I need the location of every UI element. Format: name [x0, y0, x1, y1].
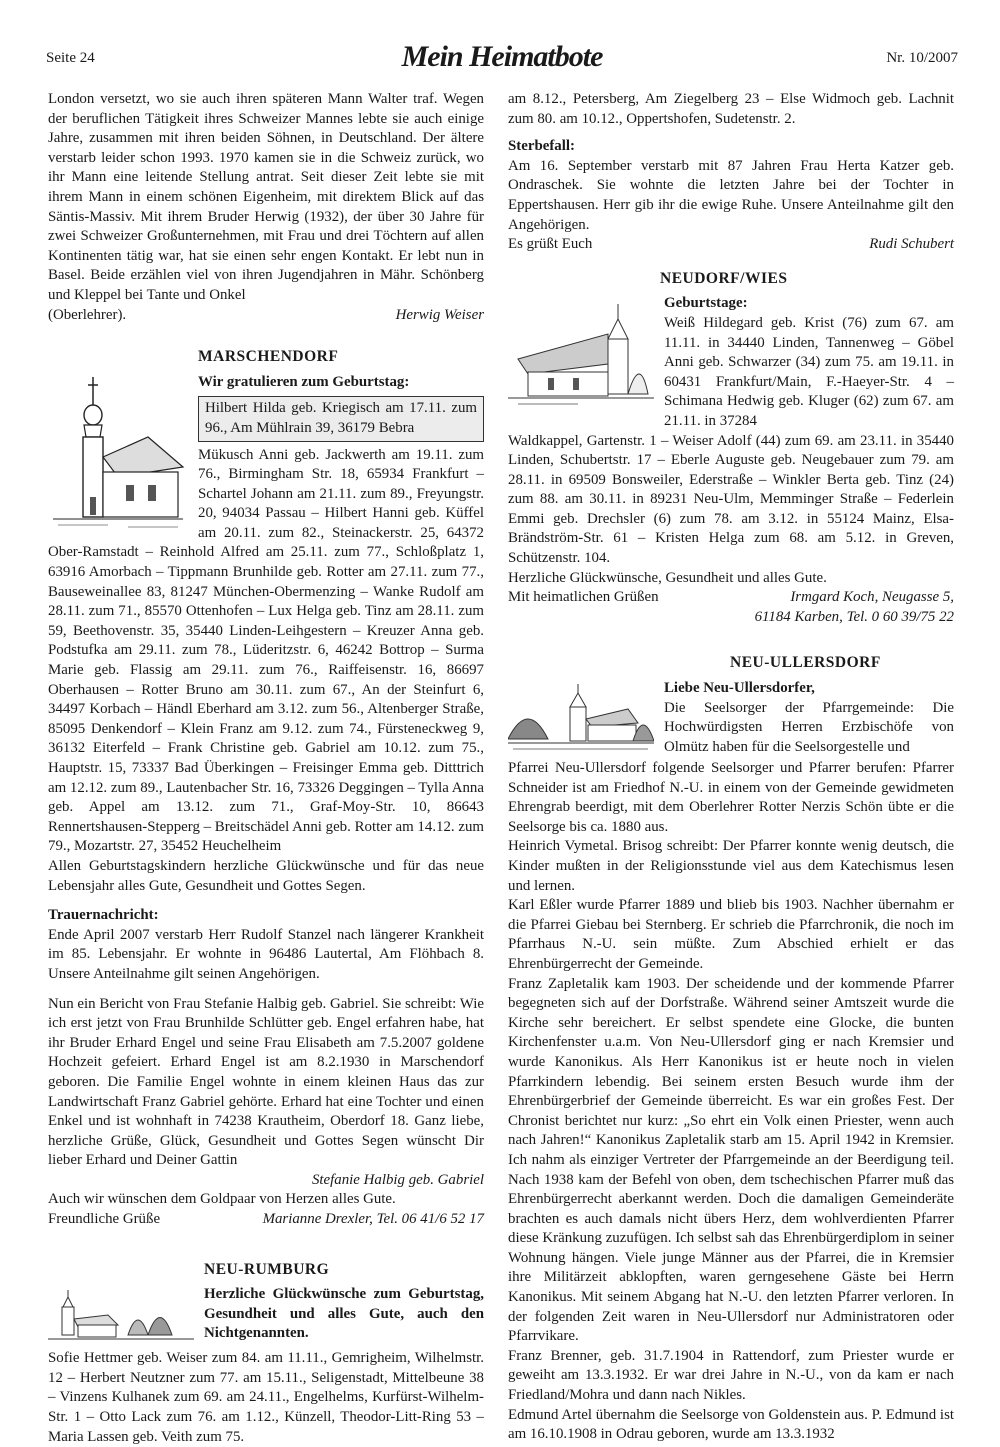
marschendorf-birthdays: Mükusch Anni geb. Jackwerth am 19.11. zum 76., Birmingham Str. 18, 65934 Frankfurt – Schartel Johann am 21.11. zum 89., Freyungstr. 20, 94034 Passau – Hilbert Hanni geb. Küffel am 20.11. zum 82., Steinackerstr. 25, 64372 Ober-Ramstadt – Reinhold Alfred am 25.11. zum 77., Schloßplatz 1, 63916 Amorbach – Tippmann Brunhilde geb. Rotter am 27.11. zum 77., Bauseweinallee 83, 81247 München-Obermenzing – Wanke Rudolf am 28.11. zum 71., 85570 Ottenhofen – Lux Helga geb. Tinz am 28.11. zum 59, Beethovenstr. 35, 35440 Linden-Leihgestern – Kreuzer Anna geb. Podstufka am 29.11. zum 78., Lüderitzstr. 6, 46242 Bottrop – Surma Marie geb. Flassig am 29.11. zum 76., Raiffeisenstr. 16, 86697 Oberhausen – Rotter Bruno am 30.11. zum 67., An der Steinfurt 6, 34497 Korbach – Händl Eberhard am 3.12. zum 56., Altenberger Straße, 85095 Denkendorf – Klein Franz am 9.12. zum 74., Fürsteneckweg 9, 36132 Eiterfeld – Frank Christine geb. Gabriel am 10.12. zum 75., Hauptstr. 15, 73337 Bad Überkingen – Freisinger Emma geb. Ditttrich am 12.12. zum 89., Lautenbacher Str. 16, 73326 Deggingen – Tylla Anna geb. Appel am 13.12. zum 71., Graf-Moy-Str. 10, 86643 Rennertshausen-Stepperg – Breitschädel Anni geb. Rotter am 14.12. zum 79., Mozartstr. 27, 35452 Heuchelheim	[48, 446, 485, 855]
marschendorf-section	[48, 347, 484, 1230]
neudorf-rest: Waldkappel, Gartenstr. 1 – Weiser Adolf (44) zum 69. am 23.11. in 35440 Linden, Schubertstr. 17 – Eberle Auguste geb. Neugebauer zum 79. am 28.11. in 69509 Bonsweiler, Ederstraße – Winkler Berta geb. Tinz (24) zum 88. am 30.11. in 89231 Neu-Ulm, Memminger Straße – Federlein Emmi geb. Drechsler (6) zum 78. am 3.12. in 55124 Mainz, Elsa-Brändström-Str. 61 – Kristen Helga zum 68. am 5.12. in Greven, Schützenstr. 104.	[508, 432, 954, 567]
neuullersdorf-p5: Franz Brenner, geb. 31.7.1904 in Rattendorf, zum Priester wurde er geweiht am 13.3.1932. Er war drei Jahre in N.-U., von da kam er nach Friedland/Mohra und dann nach Nikles.	[508, 1347, 954, 1404]
neuullersdorf-section	[508, 653, 954, 1444]
intro-signature: Herwig Weiser	[395, 306, 484, 323]
bericht-signature: Stefanie Halbig geb. Gabriel	[311, 1171, 484, 1188]
neuullersdorf-p3: Karl Eßler wurde Pfarrer 1889 und blieb bis 1903. Nachher übernahm er die Pfarrei Giebau bei Sternberg. Er schrieb die Pfarrchronik, die noch im Pfarrhaus N.-U. sein müßte. Zum Abschied erhielt er das Ehrenbürgerrecht der Gemeinde.	[508, 897, 954, 972]
trauer-title: Trauernachricht:	[48, 907, 159, 924]
issue-number: Nr. 10/2007	[886, 50, 958, 66]
marschendorf-wishes: Allen Geburtstagskindern herzliche Glückwünsche und für das neue Lebensjahr alles Gute, Gesundheit und Gottes Segen.	[48, 857, 484, 894]
bericht-text: Nun ein Bericht von Frau Stefanie Halbig geb. Gabriel. Sie schreibt: Wie ich erst jetzt von Frau Brunhilde Schlütter geb. Engel erfahren habe, hat ihr Bruder Erhard Engel und seine Frau Elisabeth am 7.5.2007 goldene Hochzeit gefeiert. Erhard Engel ist am 8.2.1930 in Marschendorf geboren. Die Familie Engel wohnte in einem kleinen Haus das zur Landwirtschaft Franz Gabriel gehörte. Erhard hat eine Tochter und einen Enkel und ist wohnhaft in 74238 Krautheim, Oberdorf 18. Ganz liebe, herzliche Grüße, Glück, Gesundheit und Gottes Segen wünscht Dir lieber Erhard und Deiner Gattin	[48, 995, 484, 1169]
sterbefall-title: Sterbefall:	[508, 138, 575, 155]
neudorf-lead: Weiß Hildegard geb. Krist (76) zum 67. am 11.11. in 34440 Linden, Tannenweg – Göbel Anni geb. Schwarzer (34) zum 75. am 19.11. in 60431 Frankfurt/Main, F.-Haeyer-Str. 4 – Schimana Hedwig geb. Kluger (62) zum 67. am 21.11. in 37284	[664, 314, 954, 429]
neurumburg-headline: Herzliche Glückwünsche zum Geburtstag, Gesundheit und alles Gute, auch den Nichtgenannten.	[204, 1286, 484, 1342]
auch-text: Auch wir wünschen dem Goldpaar von Herzen alles Gute.	[48, 1191, 396, 1208]
neuullersdorf-p1: Pfarrei Neu-Ullersdorf folgende Seelsorger und Pfarrer berufen: Pfarrer Schneider ist am Friedhof N.-U. in einem von der Gemeinde gewidmeten Ehrengrab beerdigt, mit dem Oberlehrer Rotter Nerzis Schön übte er die Seelsorge bis ca. 1880 aus.	[508, 760, 954, 835]
marschendorf-title: MARSCHENDORF	[198, 348, 339, 366]
marschendorf-greeting	[48, 1210, 484, 1230]
greeting-right: Marianne Drexler, Tel. 06 41/6 52 17	[262, 1211, 484, 1228]
neurumburg-section	[48, 1260, 484, 1447]
masthead-logo: Mein Heimatbote	[401, 40, 603, 73]
neuullersdorf-greeting-line: Liebe Neu-Ullersdorfer,	[664, 680, 815, 697]
intro-text: London versetzt, wo sie auch ihren späteren Mann Walter traf. Wegen der beruflichen Tätigkeit ihres Schweizer Mannes lebte sie auch einige Jahre, zusammen mit ihren beiden Söhnen, in Deutschland. Der ältere verstarb leider schon 1993. 1970 kamen sie in die Schweiz zurück, wo ihr Mann eine leitende Stellung antrat. Seit dieser Zeit lebte sie mit ihrem Mann in einem schönen Eigenheim, mit direktem Blick auf das Säntis-Massiv. Mit ihrem Bruder Herwig (1932), der über 30 Jahre für zwei Schweizer Großunternehmen, mit Frau und drei Töchtern auf allen Kontinenten tätig war, hat sie einen sehr engen Kontakt. Er lebt nun in Basel. Beide erzählen viel von ihren Jugendjahren in Mähr. Schönberg und Kleppel bei Tante und Onkel	[48, 91, 484, 303]
sterbefall-text: Am 16. September verstarb mit 87 Jahren Frau Herta Katzer geb. Ondraschek. Sie wohnte die letzten Jahre bei der Tochter in Eppertshausen. Herr gib ihr die ewige Ruhe. Unsere Anteilnahme gilt den Angehörigen.	[508, 157, 954, 233]
marschendorf-subtitle: Wir gratulieren zum Geburtstag:	[198, 373, 410, 390]
page-number: Seite 24	[46, 50, 95, 66]
neuullersdorf-title: NEU-ULLERSDORF	[730, 654, 881, 672]
neudorf-greeting-right-1: Irmgard Koch, Neugasse 5,	[790, 589, 954, 606]
sterbefall-greeting-left: Es grüßt Euch	[508, 236, 593, 253]
neuullersdorf-p4: Franz Zapletalik kam 1903. Der scheidende und der kommende Pfarrer begegneten sich auf der Dorfstraße. Während seiner Amtszeit wurde die Kirche sehr bereichert. Er selbst spendete eine Glocke, die bunten Kirchenfenster u.a.m. Von Neu-Ullersdorf ging er nach Kremsier und wurde Kanonikus. Als Herr Kanonikus ist er heute noch in vielen Pfarrkindern lebendig. Bei seinem ersten Besuch wurde ihm der Ehrenbürgerbrief der Gemeinde überreicht. Es war ein großes Fest. Der Chronist berichtet nur kurz: „So ehrt ein Volk einen Priester, wenn auch nach Jahren!“ Kanonikus Zapletalik starb am 15. April 1942 in Kremsier. Ich nahm als einziger Vertreter der Pfarrgemeinde an der Beerdigung teil. Nach 1938 kam der Befehl von oben, dem tschechischen Pfarrer muß das Ehrenbürgerrecht aberkannt werden. Doch die damaligen Gemeinderäte brachten es auch damals nicht übers Herz, dem wohlverdienten Pfarrer diese Kränkung zuzufügen. Ich selbst sah das Ehrenbürgerdiplom in seiner Wohnung hängen. Viele junge Männer aus der Pfarrei, die in Kremsier ihre Militärzeit abklopften, waren gerngesehene Gäste bei Herrn Kanonikus. Mit seinem Abgang hat N.-U. den letzten Pfarrer verloren. In der folgenden Zeit waren in Neu-Ullersdorf nur Administratoren oder Pfarrvikare.	[508, 975, 954, 1345]
neudorf-greeting-right-2: 61184 Karben, Tel. 0 60 39/75 22	[754, 608, 954, 625]
right-top-text: am 8.12., Petersberg, Am Ziegelberg 23 – Else Widmoch geb. Lachnit zum 80. am 10.12., Oppertshofen, Sudetenstr. 2.	[508, 91, 954, 127]
neuullersdorf-lead: Die Seelsorger der Pfarrgemeinde: Die Hochwürdigsten Herren Erzbischöfe von Olmütz haben für die Seelsorgestelle und	[664, 699, 954, 755]
village-church-icon	[508, 679, 654, 755]
highlighted-birthday-box: Hilbert Hilda geb. Kriegisch am 17.11. zum 96., Am Mühlrain 39, 36179 Bebra	[198, 396, 484, 441]
neudorf-wishes: Herzliche Glückwünsche, Gesundheit und alles Gute.	[508, 569, 827, 586]
neurumburg-title: NEU-RUMBURG	[204, 1260, 330, 1278]
neudorf-title: NEUDORF/WIES	[660, 269, 788, 287]
left-column	[48, 90, 484, 1447]
village-church-illustration	[508, 679, 654, 755]
greeting-left: Freundliche Grüße	[48, 1211, 161, 1228]
chapel-icon	[508, 294, 654, 412]
trauer-text: Ende April 2007 verstarb Herr Rudolf Stanzel nach längerer Krankheit im 85. Lebensjahr. Er wohnte in 96486 Lautertal, Am Flöhbach 8. Unsere Anteilnahme gilt seinen Angehörigen.	[48, 926, 484, 982]
sterbefall-greeting	[508, 235, 954, 255]
church-icon	[48, 367, 188, 537]
church-illustration	[48, 367, 188, 537]
neuullersdorf-p6: Edmund Artel übernahm die Seelsorge von Goldenstein aus. P. Edmund ist am 16.10.1908 in Odrau geboren, wurde am 13.3.1932	[508, 1406, 954, 1443]
neudorf-greeting-left: Mit heimatlichen Grüßen	[508, 589, 659, 606]
sterbefall-greeting-right: Rudi Schubert	[869, 236, 954, 253]
chapel-illustration	[508, 294, 654, 412]
neurumburg-text: Sofie Hettmer geb. Weiser zum 84. am 11.11., Gemrigheim, Wilhelmstr. 12 – Herbert Neutzner zum 77. am 15.11., Seligenstadt, Mittelbeune 38 – Vinzens Kulhanek zum 69. am 24.11., Engelhelms, Kurfürst-Wilhelm-Str. 1 – Otto Lack zum 76. am 1.12., Künzell, Theodor-Litt-Ring 53 – Maria Lassen geb. Veith zum 75.	[48, 1350, 484, 1445]
intro-end: (Oberlehrer).	[48, 306, 127, 323]
neudorf-subtitle: Geburtstage:	[664, 295, 748, 312]
village-illustration	[48, 1285, 194, 1345]
right-column	[508, 90, 954, 1445]
page-header	[46, 40, 958, 80]
neuullersdorf-p2: Heinrich Vymetal. Brisog schreibt: Der Pfarrer konnte wenig deutsch, die Kinder mußten in der Religionsstunde viel aus dem Katechismus lesen und lernen.	[508, 838, 954, 894]
neudorf-section	[508, 269, 954, 628]
neudorf-greeting	[508, 588, 954, 608]
intro-signature-line	[48, 306, 484, 326]
village-icon	[48, 1285, 194, 1345]
